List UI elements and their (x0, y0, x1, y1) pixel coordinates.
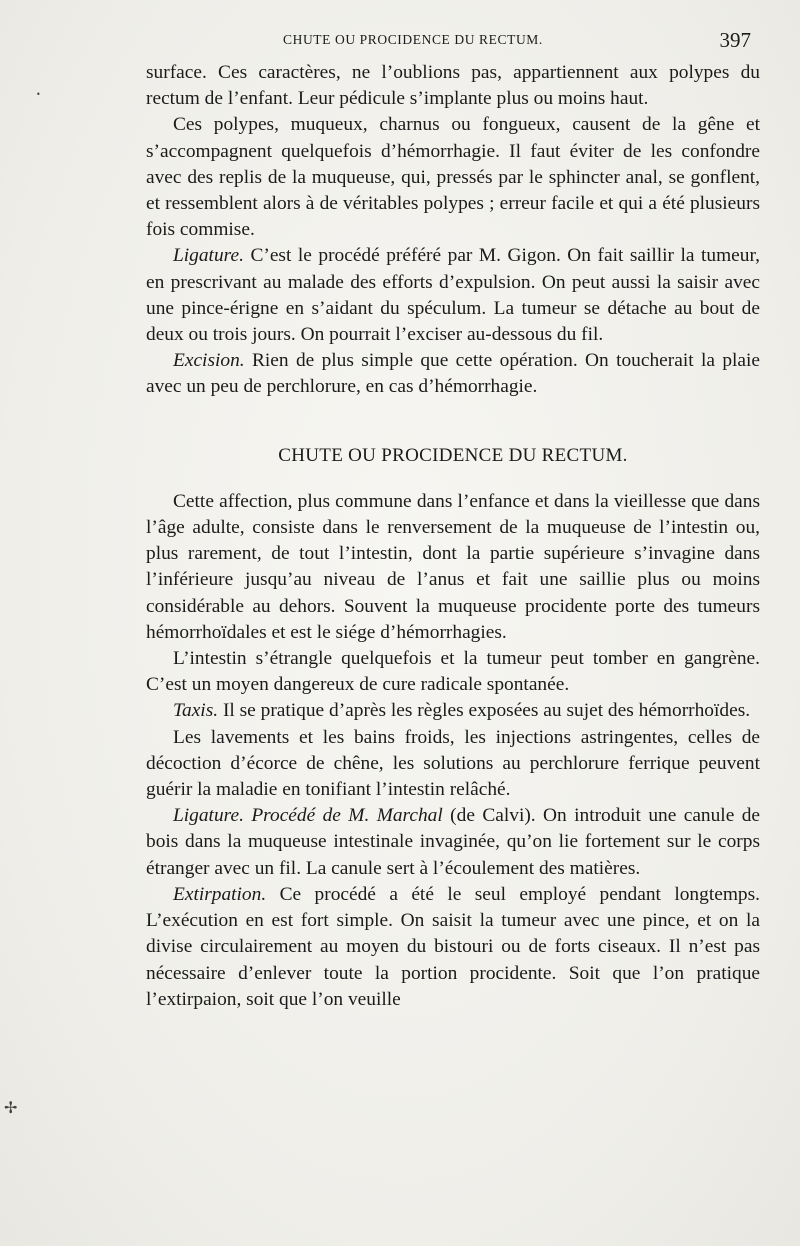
paragraph-text: Rien de plus simple que cette opération. On toucherait la plaie avec un peu de perchlorure, en cas d’hémorrhagie. (146, 350, 760, 398)
paragraph-lead: Ligature. Procédé de M. Marchal (173, 805, 443, 827)
paragraph (146, 112, 760, 243)
running-title: CHUTE OU PROCIDENCE DU RECTUM. (283, 32, 543, 47)
paragraph-text: surface. Ces caractères, ne l’oublions pas, appartiennent aux polypes du rectum de l’enfant. Leur pédicule s’implante plus ou moins haut. (146, 62, 760, 110)
paragraph-text: Ce procédé a été le seul employé pendant longtemps. L’exécution en est fort simple. On saisit la tumeur avec une pince, et on la divise circulairement au moyen du bistouri ou de forts ciseaux. Il n’est pas nécessaire d’enlever toute la portion procidente. Soit que l’on pratique l’extirpaion, soit que l’on veuille (146, 883, 760, 1010)
paragraph-text: Ces polypes, muqueux, charnus ou fongueux, causent de la gêne et s’accompagnent quelquefois d’hémorrhagie. Il faut éviter de les confondre avec des replis de la muqueuse, qui, pressés par le sphincter anal, se gonflent, et ressemblent alors à de véritables polypes ; erreur facile et qui a été plusieurs fois commise. (146, 114, 760, 241)
speck-icon: • (36, 90, 41, 99)
margin-mark-icon: ✢ (4, 1098, 18, 1117)
paragraph-text: L’intestin s’étrangle quelquefois et la tumeur peut tomber en gangrène. C’est un moyen dangereux de cure radicale spontanée. (146, 648, 760, 696)
paragraph (146, 646, 760, 698)
running-header (145, 28, 755, 52)
paragraph (146, 60, 760, 112)
page-number: 397 (719, 28, 751, 52)
paragraph (146, 725, 760, 804)
paragraph (146, 803, 760, 882)
paragraph-lead: Ligature. (173, 245, 244, 267)
paragraph (146, 489, 760, 646)
paragraph-text: Les lavements et les bains froids, les injections astringentes, celles de décoction d’écorce de chêne, les solutions au perchlorure ferrique peuvent guérir la maladie en tonifiant l’intestin relâché. (146, 726, 760, 801)
section-heading: CHUTE OU PROCIDENCE DU RECTUM. (278, 444, 628, 466)
paragraph (146, 882, 760, 1013)
paragraph-lead: Extirpation. (173, 883, 267, 905)
paragraph-text: Il se pratique d’après les règles exposées au sujet des hémorrhoïdes. (218, 700, 751, 722)
paragraph (146, 698, 760, 724)
paragraph (146, 348, 760, 400)
paragraph (146, 243, 760, 348)
paragraph-text: Cette affection, plus commune dans l’enfance et dans la vieillesse que dans l’âge adulte, consiste dans le renversement de la muqueuse de l’intestin ou, plus rarement, de tout l’intestin, dont la partie supérieure s’invagine dans l’inférieure jusqu’au niveau de l’anus et fait une saillie plus ou moins considérable au dehors. Souvent la muqueuse procidente porte des tumeurs hémorrhoïdales et est le siége d’hémorrhagies. (146, 490, 760, 643)
paragraph-text: (de Calvi). On introduit une canule de bois dans la muqueuse intestinale invaginée, qu’on lie fortement sur le corps étranger avec un fil. La canule sert à l’écoulement des matières. (146, 805, 761, 879)
paragraph-lead: Taxis. (173, 700, 219, 722)
body-text (146, 60, 760, 1013)
paragraph-lead: Excision. (173, 350, 245, 372)
paragraph-text: C’est le procédé préféré par M. Gigon. On fait saillir la tumeur, en prescrivant au malade des efforts d’expulsion. On peut aussi la saisir avec une pince-érigne en s’aidant du spéculum. La tumeur se détache au bout de deux ou trois jours. On pourrait l’exciser au-dessous du fil. (146, 245, 760, 346)
